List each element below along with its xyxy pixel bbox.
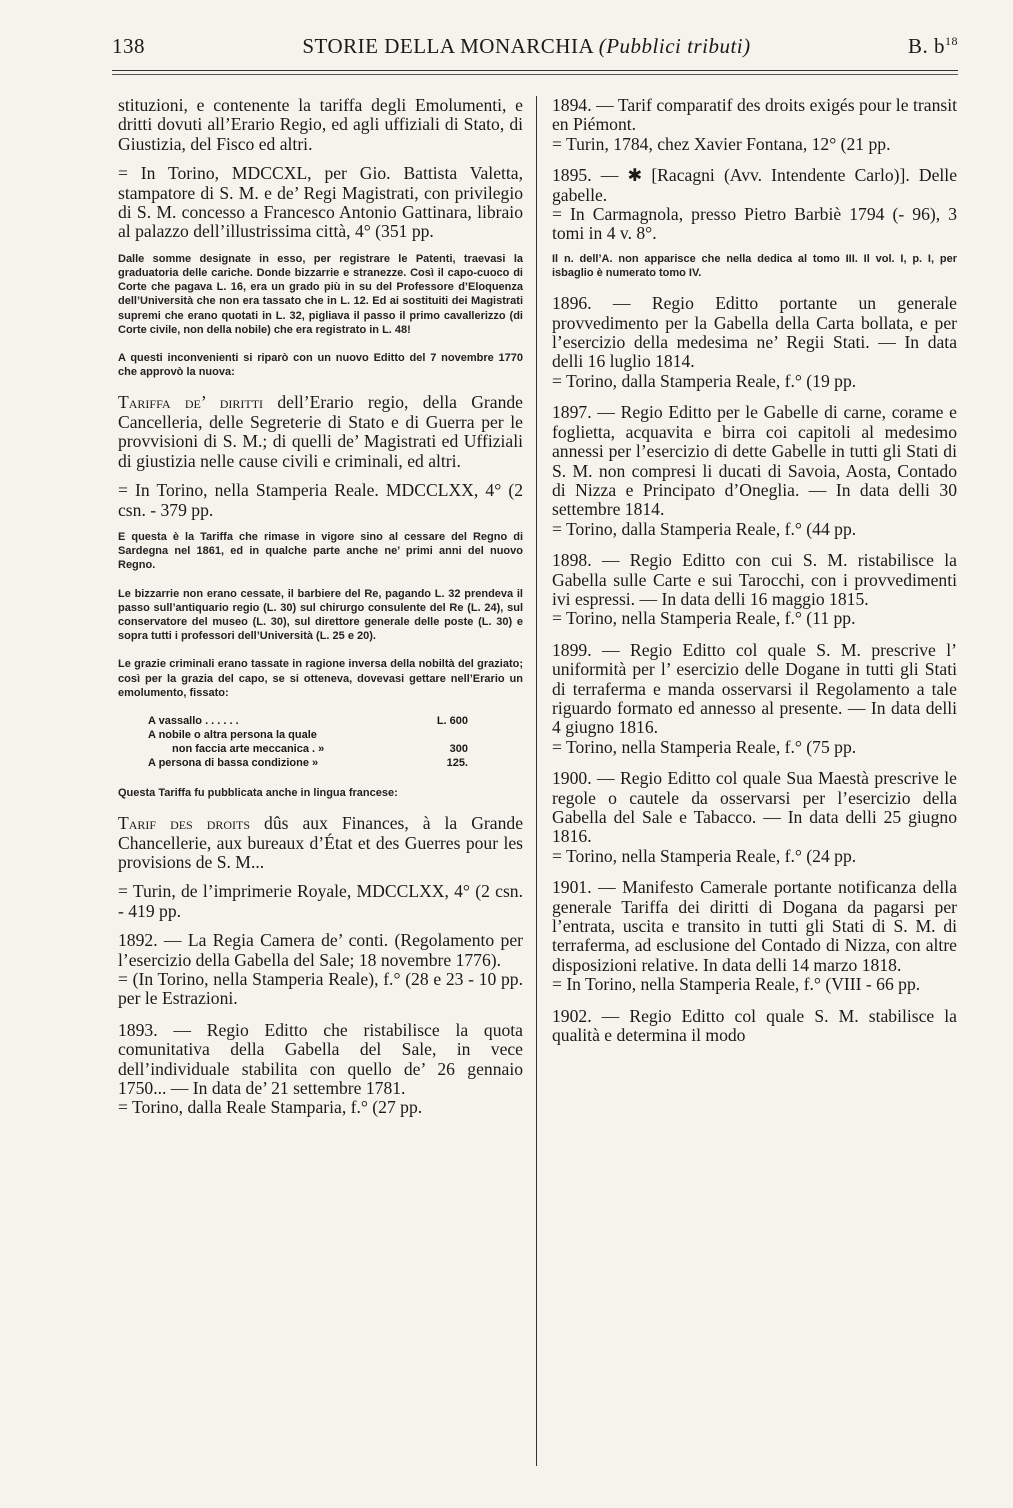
column-divider xyxy=(536,96,537,1466)
footnote: Il n. dell’A. non apparisce che nella dedica al tomo III. Il vol. I, p. I, per isbaglio è numerato tomo IV. xyxy=(552,252,957,280)
footnote: Dalle somme designate in esso, per registrare le Patenti, traevasi la graduatoria delle cariche. Donde bizzarrie e stranezze. Così il capo-cuoco di Corte che pagava L. 16, era un grado più in su del Professore d’Eloquenza dell’Università che non era tassato che in L. 12. Ed ai sostituiti dei Magistrati supremi che erano quotati in L. 32, pigliava il passo il primo cavallerizzo (di Corte civile, non della nobile) che era registrato in L. 48! xyxy=(118,252,523,336)
entry-continuation: stituzioni, e contenente la tariffa degli Emolumenti, e dritti dovuti all’Erario Regio, ed agli uffiziali di Stato, di Giustizia, del Fisco ed altri. xyxy=(118,95,523,154)
fee-row xyxy=(148,742,468,756)
entry-title-sc: Tariffa de’ diritti xyxy=(118,392,264,413)
fee-row xyxy=(148,756,468,770)
entry-text: 1897. — Regio Editto per le Gabelle di carne, corame e foglietta, acquavita e birra coi capitoli al medesimo annessi per l’esercizio di dette Gabelle in tutti gli Stati di S. M. non compresi li ducati di Savoia, Aosta, Contado di Nizza e Principato d’Oneglia. — In data delli 30 settembre 1814. xyxy=(552,402,957,520)
imprint-line: = Torino, nella Stamperia Reale, f.° (75 pp. xyxy=(552,736,857,757)
imprint-line: = Torino, dalla Reale Stamparia, f.° (27 pp. xyxy=(118,1097,423,1118)
running-header xyxy=(112,34,958,68)
entry-title-rest: dûs aux Finances, à la Grande Chancellerie, aux bureaux d’État et des Guerres pour les provisions de S. M... xyxy=(118,813,523,872)
imprint-line: = Torino, dalla Stamperia Reale, f.° (44 pp. xyxy=(552,518,857,539)
fee-label: A persona di bassa condizione » xyxy=(148,756,319,769)
fee-label: A vassallo . . . . . . xyxy=(148,714,239,727)
imprint-line: = Torino, dalla Stamperia Reale, f.° (19 pp. xyxy=(552,370,857,391)
entry-text: 1902. — Regio Editto col quale S. M. stabilisce la qualità e determina il modo xyxy=(552,1005,957,1046)
entry-text: 1895. — ✱ [Racagni (Avv. Intendente Carlo)]. Delle gabelle. xyxy=(552,165,957,205)
header-rule-thin xyxy=(112,74,958,75)
right-column xyxy=(552,96,957,1057)
entry-1899 xyxy=(552,641,957,757)
entry-1894 xyxy=(552,96,957,154)
imprint-line: = In Torino, nella Stamperia Reale. MDCCLXX, 4° (2 csn. - 379 pp. xyxy=(118,480,523,520)
entry-1897 xyxy=(552,403,957,539)
footnote: A questi inconvenienti si riparò con un nuovo Editto del 7 novembre 1770 che approvò la nuova: xyxy=(118,352,523,379)
entry-1895 xyxy=(552,166,957,280)
entry-1893 xyxy=(118,1021,523,1118)
entry-1902 xyxy=(552,1007,957,1046)
fee-value: 300 xyxy=(449,742,468,755)
signature-sup: 18 xyxy=(944,34,958,48)
entry-text: 1894. — Tarif comparatif des droits exigés pour le transit en Piémont. xyxy=(552,95,957,135)
footnote: Le grazie criminali erano tassate in ragione inversa della nobiltà del graziato; così per la grazia del capo, se si otteneva, dovevasi gettare nell’Erario un emolumento, fissato: xyxy=(118,658,523,699)
signature-mark xyxy=(908,34,958,59)
left-column xyxy=(118,96,523,1130)
entry-title xyxy=(118,814,523,872)
imprint-line: = In Torino, MDCCXL, per Gio. Battista Valetta, stampatore di S. M. e de’ Regi Magistrati, con privilegio di S. M. concesso a Francesco Antonio Gattinara, libraio al palazzo dell’illustrissima città, 4° (351 pp. xyxy=(118,163,523,242)
footnote: Questa Tariffa fu pubblicata anche in lingua francese: xyxy=(118,786,398,799)
entry-text: 1901. — Manifesto Camerale portante notificanza della generale Tariffa dei diritti di Dogana da pagarsi per l’entrata, uscita e transito in tutti gli Stati di S. M. di terraferma, ad esclusione del Contado di Nizza, con altre disposizioni relative. In data delli 14 marzo 1818. xyxy=(552,877,957,975)
fee-value: L. 600 xyxy=(436,714,468,727)
entry-1901 xyxy=(552,878,957,994)
running-title-main: STORIE DELLA MONARCHIA xyxy=(302,34,593,58)
signature-text: B. b xyxy=(907,34,945,58)
imprint-line: = In Carmagnola, presso Pietro Barbiè 1794 (- 96), 3 tomi in 4 v. 8°. xyxy=(552,204,957,244)
footnote: E questa è la Tariffa che rimase in vigore sino al cessare del Regno di Sardegna nel 1861, ed in qualche parte anche ne’ primi anni del nuovo Regno. xyxy=(118,530,523,572)
imprint-line: = Turin, de l’imprimerie Royale, MDCCLXX, 4° (2 csn. - 419 pp. xyxy=(118,881,523,921)
entry-text: 1893. — Regio Editto che ristabilisce la quota comunitativa della Gabella del Sale, in vece dell’individuale stabilita con quello de’ 26 gennaio 1750... — In data de’ 21 settembre 1781. xyxy=(118,1019,523,1099)
entry-text: 1892. — La Regia Camera de’ conti. (Regolamento per l’esercizio della Gabella del Sale; 18 novembre 1776). xyxy=(118,930,523,970)
imprint-line: = Turin, 1784, chez Xavier Fontana, 12° (21 pp. xyxy=(552,133,891,154)
imprint-line: = (In Torino, nella Stamperia Reale), f.° (28 e 23 - 10 pp. per le Estrazioni. xyxy=(118,968,523,1009)
imprint-line: = Torino, nella Stamperia Reale, f.° (11 pp. xyxy=(552,608,856,629)
header-rule xyxy=(112,70,958,71)
entry-title-sc: Tarif des droits xyxy=(118,813,251,834)
entry-title-rest: dell’Erario regio, della Grande Cancelleria, delle Segreterie di Stato e di Guerra per le provvisioni di S. M.; di quelli de’ Magistrati ed Uffiziali di giustizia nelle cause civili e criminali, ed altri. xyxy=(118,392,523,471)
running-title-sub: (Pubblici tributi) xyxy=(598,34,751,58)
fee-row xyxy=(148,714,468,728)
running-title xyxy=(302,34,750,59)
fee-value: 125. xyxy=(446,756,468,769)
entry-text: 1898. — Regio Editto con cui S. M. ristabilisce la Gabella sulle Carte e sui Tarocchi, con i provvedimenti ivi espressi. — In data delli 16 maggio 1815. xyxy=(552,550,957,609)
entry-text: 1896. — Regio Editto portante un generale provvedimento per la Gabella della Carta bollata, e per l’esercizio della medesima ne’ Regii Stati. — In data delli 16 luglio 1814. xyxy=(552,293,957,372)
footnote: Le bizzarrie non erano cessate, il barbiere del Re, pagando L. 32 prendeva il passo sull’antiquario regio (L. 30) sul chirurgo consulente del Re (L. 24), sul conservatore del museo (L. 30), sul direttore generale delle poste (L. 30) e sopra tutti i professori dell’Università (L. 25 e 20). xyxy=(118,587,523,643)
entry-title xyxy=(118,393,523,471)
page-number: 138 xyxy=(112,34,145,58)
entry-text: 1899. — Regio Editto col quale S. M. prescrive l’ uniformità per l’ esercizio delle Dogane in tutti gli Stati di terraferma e manda osservarsi il Regolamento a tale riguardo formato ed annesso al presente. — In data delli 4 giugno 1816. xyxy=(552,639,957,738)
fee-label: A nobile o altra persona la quale xyxy=(148,728,317,741)
fee-label: non faccia arte meccanica . » xyxy=(172,742,325,755)
imprint-line: = In Torino, nella Stamperia Reale, f.° (VIII - 66 pp. xyxy=(552,974,921,995)
imprint-line: = Torino, nella Stamperia Reale, f.° (24 pp. xyxy=(552,845,857,866)
entry-1900 xyxy=(552,769,957,866)
entry-text: 1900. — Regio Editto col quale Sua Maestà prescrive le regole o cautele da osservarsi per l’esercizio della Gabella del Sale e Tabacco. — In data delli 25 giugno 1816. xyxy=(552,768,957,847)
fee-row xyxy=(148,728,468,742)
fee-table xyxy=(148,714,468,770)
entry-1896 xyxy=(552,294,957,391)
entry-1898 xyxy=(552,551,957,629)
entry-1892 xyxy=(118,931,523,1009)
